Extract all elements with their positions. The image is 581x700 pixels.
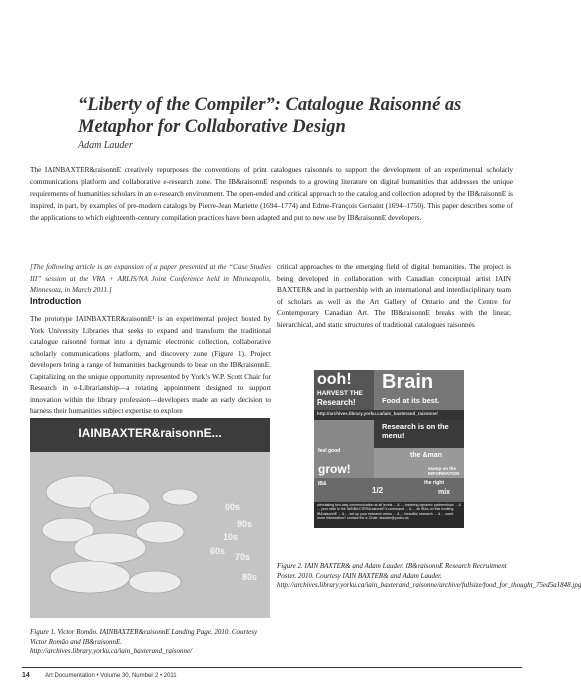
- poster-food: Food at its best.: [382, 396, 440, 405]
- figure-2-poster: [314, 370, 464, 528]
- poster-label: 1/2: [372, 486, 384, 495]
- year-label[interactable]: 90s: [237, 519, 253, 529]
- section-heading-introduction: Introduction: [30, 296, 82, 306]
- poster-bottom-text: stimulating two-way communication at all levels ... & ... fostering dynamic partnerships ... & ... your wish is the IAINBAXTER&raisonnE’s command ... & ... all IB&s on this exciting IB&raisonnE ... & ... set up your research menu ... & ... beautiful research ... & ... want more information? contact the e-Chair: alauder@yorku.ca: [317, 503, 462, 521]
- figure-1-banner-title: IAINBAXTER&raisonnE...: [78, 426, 222, 440]
- page-number: 14: [22, 672, 30, 679]
- figure-1-cloud-image: [30, 452, 270, 618]
- column-two-paragraph: critical approaches to the emerging field of digital humanities. The project is being developed in collaboration with Canadian conceptual artist IAIN BAXTER& and in partnership with an international and interdisciplinary team of scholars as well as the Art Gallery of Ontario and the Centre for Contemporary Canadian Art. The IB&raisonnE breaks with the linear, hierarchical, and static structures of traditional catalogues raisonnés: [277, 262, 511, 329]
- introduction-paragraph: The prototype IAINBAXTER&raisonnE¹ is an experimental project hosted by York University Libraries that seeks to expand and transform the traditional catalogue raisonné format into a dynamic electronic collection, collaborative scholarly communications platform, and discovery zone (Figure 1). Project developers bring a range of humanities backgrounds to bear on the IB&raisonnE. Capitalizing on the unique opportunity represented by York’s W.P. Scott Chair for Research in e-Librarianship—a rotating appointment designed to support innovation within the library profession—developers made an early decision to harness their humanities subject expertise to explore: [30, 314, 271, 415]
- poster-url: http://archives.library.yorku.ca/iain_baxterand_raisonne/: [317, 411, 438, 416]
- year-label[interactable]: 10s: [223, 532, 239, 542]
- poster-menu: Research is on the menu!: [382, 422, 449, 440]
- poster-feelgood: feel good: [318, 448, 341, 454]
- poster-label: mix: [438, 489, 451, 496]
- poster-ooh: ooh!: [317, 371, 352, 388]
- abstract: The IAINBAXTER&raisonnE creatively repurposes the conventions of print catalogues raisonnés to support the development of an experimental scholarly communications platform and collaborative e-research zone. The IB&raisonnE responds to a growing literature on digital humanities that addresses the unique requirements of humanities scholars in an e-research environment. The open-ended and critical approach to the catalog and collection adopted by the IB&raisonnE is inspired, in part, by examples of pre-modern catalogs by Pierre-Jean Mariette (1694–1774) and Edme-François Gersaint (1694–1750). This paper describes some of the applications to which eighteenth-century compilation practices have been adapted and put to new use by IB&raisonnE developers.: [30, 165, 513, 222]
- article-author: Adam Lauder: [78, 140, 133, 151]
- poster-grow: grow!: [318, 462, 351, 476]
- poster-harvest: HARVEST THE: [317, 390, 363, 397]
- year-label[interactable]: 80s: [242, 572, 258, 582]
- year-label[interactable]: 00s: [225, 502, 241, 512]
- poster-research: Research!: [317, 398, 356, 407]
- figure-2-caption: Figure 2. IAIN BAXTER& and Adam Lauder. IB&raisonnE Research Recruitment Poster. 2010. Courtesy IAIN BAXTER& and Adam Lauder. http://archives.library.yorku.ca/iain_baxterand_raisonne/archive/fullsize/food_for_thought_75ed5a1848.jpg: [277, 562, 581, 589]
- poster-stamp: stamp on the INFORMATION: [428, 466, 460, 476]
- figure-1-landing-page: [30, 418, 270, 618]
- article-title: “Liberty of the Compiler”: Catalogue Raisonné as Metaphor for Collaborative Design: [78, 95, 462, 137]
- poster-label: IB&: [318, 481, 327, 487]
- poster-brain: Brain: [382, 371, 434, 393]
- year-label[interactable]: 70s: [235, 552, 251, 562]
- poster-label: the right: [424, 480, 444, 486]
- year-label[interactable]: 60s: [210, 546, 226, 556]
- conference-note: [The following article is an expansion of a paper presented at the “Case Studies III” session at the VRA + ARLIS/NA Joint Conference held in Minneapolis, Minnesota, in March 2011.]: [30, 262, 271, 294]
- footer-rule: [22, 667, 522, 668]
- journal-citation: Art Documentation • Volume 30, Number 2 • 2011: [45, 673, 177, 679]
- poster-theman: the &man: [410, 452, 442, 459]
- figure-1-caption: Figure 1. Victor Romão. IAINBAXTER&raisonnE Landing Page. 2010. Courtesy Victor Romão and IB&raisonnE. http://archives.library.yorku.ca/iain_baxterand_raisonne/: [30, 628, 258, 655]
- page-footer: [22, 672, 177, 679]
